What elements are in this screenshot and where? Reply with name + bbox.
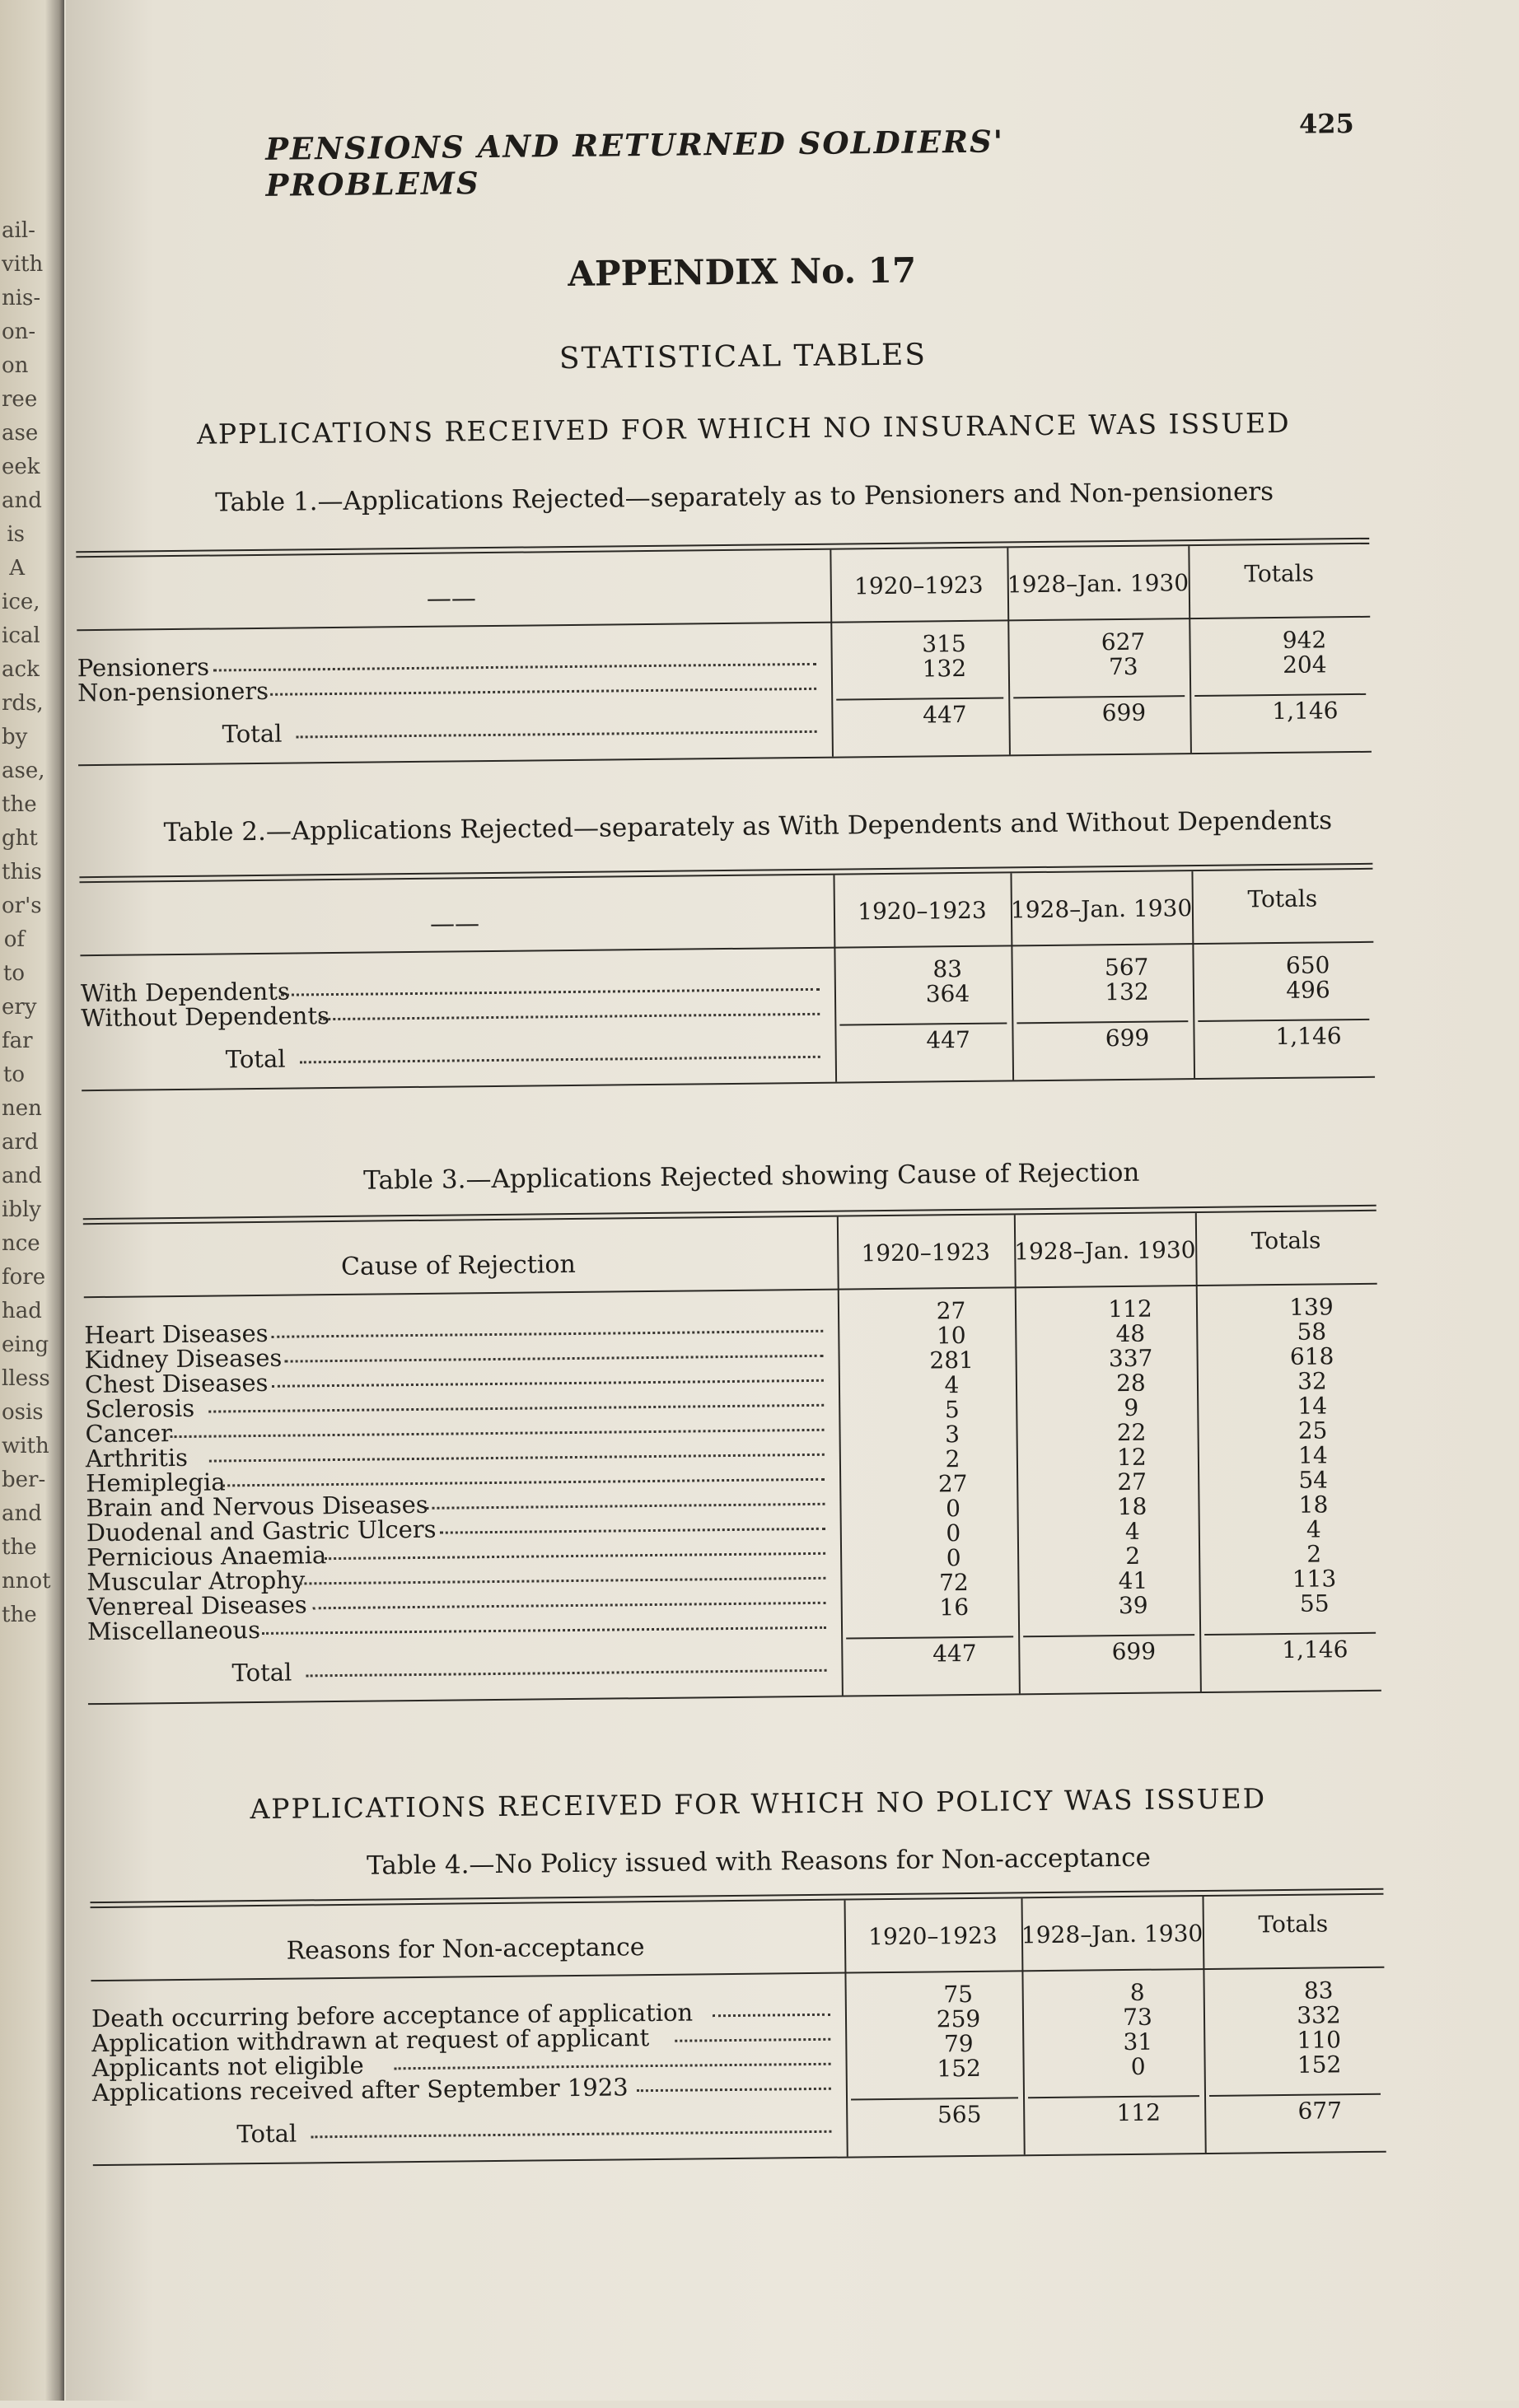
leader-dots	[171, 1429, 825, 1438]
total-value: 447	[923, 700, 967, 729]
cell-value: 4	[944, 1371, 960, 1399]
leader-dots	[297, 730, 817, 739]
margin-fragment: to	[2, 1062, 25, 1087]
leader-dots	[426, 1503, 825, 1510]
table3-caption: Table 3.—Applications Rejected showing Cause of Rejection	[363, 1157, 1140, 1196]
cell-value: 113	[1292, 1565, 1337, 1593]
total-value: 1,146	[1282, 1636, 1348, 1664]
row-label: Kidney Diseases	[84, 1343, 283, 1374]
cell-value: 132	[922, 654, 967, 683]
row-label: Pernicious Anaemia	[86, 1541, 327, 1572]
row-label: Miscellaneous	[86, 1615, 261, 1646]
column-header: 1928–Jan. 1930	[1014, 1236, 1196, 1266]
cell-value: 152	[1297, 2051, 1342, 2079]
margin-fragment: nnot	[2, 1569, 51, 1594]
leader-dots	[306, 1669, 827, 1678]
cell-value: 22	[1116, 1418, 1147, 1447]
margin-fragment: ber-	[2, 1468, 46, 1492]
column-header: 1928–Jan. 1930	[1021, 1920, 1204, 1949]
margin-fragment: vith	[2, 252, 44, 277]
cell-value: 83	[1303, 1976, 1334, 2004]
cell-value: 16	[939, 1593, 970, 1622]
cell-value: 55	[1299, 1589, 1330, 1617]
cell-value: 3	[944, 1421, 960, 1449]
total-value: 447	[932, 1639, 977, 1668]
margin-fragment: rds,	[2, 691, 44, 716]
total-value: 699	[1105, 1024, 1150, 1052]
page-content	[54, 0, 1519, 2408]
leader-dots	[319, 1013, 820, 1020]
cell-value: 12	[1116, 1443, 1147, 1472]
leader-dots	[280, 988, 819, 996]
row-label: Non-pensioners	[77, 676, 269, 707]
leader-dots	[439, 1528, 825, 1534]
row-label: Muscular Atrophy	[86, 1566, 306, 1597]
row-label: Sclerosis	[85, 1393, 195, 1424]
cell-value: 942	[1282, 626, 1327, 654]
cell-value: 204	[1282, 651, 1327, 679]
margin-fragment: the	[2, 1603, 37, 1627]
row-label: Application withdrawn at request of applicant	[91, 2023, 650, 2058]
cell-value: 110	[1297, 2026, 1342, 2054]
table3	[83, 1205, 1381, 1703]
leader-dots	[284, 1355, 823, 1363]
stub-header: ——	[426, 584, 477, 614]
total-value: 1,146	[1272, 697, 1339, 726]
section-heading-no-policy: APPLICATIONS RECEIVED FOR WHICH NO POLICY WAS ISSUED	[250, 1782, 1267, 1826]
cell-value: 496	[1286, 976, 1330, 1004]
margin-fragment: osis	[2, 1400, 44, 1425]
row-label: Without Dependents	[81, 1001, 330, 1033]
row-label: Venɐreal Diseases	[86, 1590, 307, 1622]
margin-fragment: ice,	[2, 590, 40, 614]
leader-dots	[222, 1478, 825, 1487]
row-label: Pensioners	[77, 652, 210, 683]
column-header: 1920–1923	[857, 896, 987, 926]
cell-value: 618	[1289, 1342, 1334, 1370]
table4-caption: Table 4.—No Policy issued with Reasons for Non-acceptance	[366, 1842, 1152, 1881]
margin-fragment: eek	[2, 455, 40, 479]
table-bottom-rule	[93, 2151, 1386, 2166]
page-number: 425	[1298, 107, 1354, 140]
cell-value: 4	[1306, 1515, 1321, 1543]
table1	[76, 538, 1372, 764]
row-label: Arthritis	[85, 1443, 189, 1473]
leader-dots	[272, 1379, 824, 1388]
leader-dots	[208, 1404, 824, 1413]
table-top-double-rule	[79, 863, 1372, 883]
cell-value: 2	[1125, 1542, 1141, 1570]
margin-fragment: on	[2, 353, 29, 378]
leader-dots	[311, 2130, 831, 2139]
cell-value: 58	[1297, 1318, 1327, 1346]
margin-fragment: the	[2, 1535, 37, 1560]
margin-fragment: ack	[2, 657, 40, 682]
appendix-title: APPENDIX No. 17	[568, 250, 917, 294]
table4	[90, 1888, 1386, 2164]
cell-value: 79	[943, 2029, 974, 2058]
cell-value: 27	[936, 1296, 966, 1325]
margin-fragment: ght	[2, 826, 38, 851]
margin-fragment: had	[2, 1299, 42, 1323]
table-top-double-rule	[90, 1888, 1383, 1908]
margin-fragment: ard	[2, 1130, 39, 1155]
margin-fragment: with	[2, 1434, 49, 1458]
margin-fragment: this	[2, 860, 42, 884]
total-value: 447	[926, 1025, 970, 1054]
total-value: 1,146	[1275, 1022, 1342, 1051]
cell-value: 2	[945, 1445, 960, 1473]
cell-value: 27	[1117, 1468, 1147, 1496]
margin-fragment: eing	[2, 1332, 49, 1357]
column-header: Totals	[1247, 884, 1318, 913]
cell-value: 14	[1297, 1392, 1328, 1420]
column-header: 1920–1923	[861, 1238, 991, 1267]
cell-value: 27	[937, 1469, 968, 1498]
margin-fragment: ree	[2, 387, 38, 412]
margin-fragment: on-	[2, 320, 36, 344]
leader-dots	[213, 663, 816, 672]
total-label: Total	[236, 2119, 297, 2149]
margin-fragment: ery	[2, 995, 37, 1020]
cell-value: 4	[1124, 1517, 1140, 1545]
section-heading-no-insurance: APPLICATIONS RECEIVED FOR WHICH NO INSURANCE WAS ISSUED	[196, 406, 1291, 450]
cell-value: 650	[1285, 951, 1330, 979]
row-label: Heart Diseases	[84, 1318, 269, 1350]
row-label: Chest Diseases	[84, 1368, 269, 1399]
cell-value: 315	[922, 629, 966, 658]
table-top-double-rule	[76, 538, 1369, 558]
cell-value: 0	[945, 1495, 961, 1523]
column-header: Totals	[1250, 1226, 1321, 1255]
margin-fragment: ase	[2, 421, 39, 446]
cell-value: 73	[1123, 2003, 1152, 2032]
cell-value: 18	[1117, 1492, 1147, 1521]
leader-dots	[271, 1330, 823, 1338]
margin-fragment: far	[2, 1029, 33, 1053]
margin-fragment: ical	[2, 623, 40, 648]
margin-fragment: by	[2, 725, 28, 749]
leader-dots	[675, 2038, 831, 2042]
leader-dots	[299, 1577, 825, 1585]
margin-fragment: lless	[2, 1366, 50, 1391]
row-label: Death occurring before acceptance of application	[91, 1998, 694, 2033]
column-header: 1928–Jan. 1930	[1010, 894, 1193, 924]
total-value: 699	[1111, 1637, 1157, 1666]
table-top-double-rule	[83, 1205, 1376, 1225]
total-label: Total	[231, 1658, 292, 1687]
cell-value: 39	[1118, 1591, 1148, 1620]
leader-dots	[264, 688, 816, 696]
stub-header: ——	[429, 909, 480, 939]
leader-dots	[394, 2063, 831, 2070]
cell-value: 10	[936, 1321, 966, 1350]
cell-value: 337	[1108, 1344, 1153, 1373]
margin-fragment: nce	[2, 1231, 40, 1256]
leader-dots	[637, 2088, 831, 2092]
margin-fragment: and	[2, 1501, 42, 1526]
table2-caption: Table 2.—Applications Rejected—separately as With Dependents and Without Dependents	[163, 805, 1333, 848]
book-page	[66, 0, 1519, 2401]
cell-value: 139	[1289, 1293, 1334, 1321]
cell-value: 75	[943, 1980, 974, 2009]
total-value: 677	[1297, 2097, 1343, 2125]
cell-value: 567	[1104, 953, 1149, 982]
cell-value: 54	[1298, 1466, 1329, 1494]
margin-fragment: ase,	[2, 758, 45, 783]
row-label: Applications received after September 1923	[91, 2073, 629, 2107]
margin-fragment: fore	[2, 1265, 46, 1290]
row-label: With Dependents	[80, 977, 290, 1008]
margin-fragment: nen	[2, 1096, 42, 1121]
row-label: Duodenal and Gastric Ulcers	[86, 1514, 437, 1547]
stub-header: Cause of Rejection	[340, 1249, 576, 1281]
cell-value: 364	[925, 979, 970, 1008]
cell-value: 9	[1124, 1393, 1139, 1421]
leader-dots	[300, 1056, 820, 1064]
cell-value: 281	[929, 1346, 974, 1374]
stub-header: Reasons for Non-acceptance	[286, 1933, 645, 1966]
cell-value: 32	[1297, 1367, 1327, 1395]
cell-value: 8	[1129, 1978, 1145, 2006]
row-label: Cancer	[85, 1419, 173, 1449]
cell-value: 72	[938, 1568, 969, 1597]
cell-value: 332	[1297, 2001, 1341, 2029]
cell-value: 28	[1115, 1369, 1146, 1398]
column-header: 1920–1923	[868, 1921, 998, 1951]
leader-dots	[262, 1626, 826, 1635]
margin-fragment: to	[2, 961, 25, 986]
margin-fragment: is	[7, 522, 25, 547]
column-header: 1928–Jan. 1930	[1007, 569, 1189, 599]
cell-value: 152	[937, 2054, 982, 2083]
column-header: Totals	[1258, 1910, 1329, 1939]
margin-fragment: A	[9, 556, 25, 581]
leader-dots	[325, 1552, 825, 1560]
margin-fragment: nis-	[2, 286, 41, 310]
cell-value: 132	[1105, 978, 1149, 1006]
total-value: 699	[1101, 698, 1147, 727]
table-bottom-rule	[88, 1690, 1381, 1705]
cell-value: 18	[1298, 1491, 1329, 1519]
total-label: Total	[222, 719, 283, 749]
cell-value: 259	[936, 2004, 981, 2033]
binding-gutter	[0, 0, 64, 2401]
total-label: Total	[225, 1044, 286, 1074]
margin-fragment: and	[2, 488, 42, 513]
table-bottom-rule	[78, 751, 1372, 766]
facing-page-margin-fragments	[2, 214, 51, 1632]
cell-value: 627	[1101, 628, 1146, 656]
table1-caption: Table 1.—Applications Rejected—separately as to Pensioners and Non-pensioners	[215, 477, 1274, 518]
cell-value: 73	[1108, 652, 1138, 681]
table-bottom-rule	[82, 1076, 1375, 1091]
row-label: Applicants not eligible	[91, 2051, 364, 2083]
cell-value: 5	[944, 1396, 960, 1424]
cell-value: 31	[1123, 2028, 1153, 2056]
margin-fragment: ail-	[2, 218, 35, 243]
margin-fragment: of	[3, 927, 25, 952]
cell-value: 83	[932, 955, 963, 983]
margin-fragment: or's	[2, 894, 42, 918]
leader-dots	[713, 2014, 830, 2017]
cell-value: 41	[1118, 1566, 1148, 1595]
margin-fragment: the	[2, 792, 37, 817]
cell-value: 25	[1297, 1416, 1328, 1444]
leader-dots	[312, 1602, 825, 1610]
total-value: 112	[1116, 2098, 1161, 2127]
cell-value: 0	[1130, 2052, 1146, 2080]
cell-value: 112	[1108, 1295, 1152, 1323]
column-header: Totals	[1244, 559, 1315, 588]
row-label: Brain and Nervous Diseases	[86, 1490, 428, 1523]
statistical-tables-title: STATISTICAL TABLES	[559, 338, 928, 376]
cell-value: 0	[946, 1544, 961, 1572]
cell-value: 48	[1115, 1319, 1146, 1348]
cell-value: 2	[1306, 1540, 1322, 1568]
leader-dots	[208, 1454, 824, 1463]
cell-value: 14	[1297, 1441, 1328, 1469]
margin-fragment: ibly	[2, 1197, 41, 1222]
column-header: 1920–1923	[853, 571, 984, 600]
running-head: PENSIONS AND RETURNED SOLDIERS' PROBLEMS	[264, 123, 1005, 203]
row-label: Hemiplegia	[85, 1468, 226, 1498]
table2	[79, 863, 1375, 1090]
total-value: 565	[937, 2100, 982, 2129]
cell-value: 0	[946, 1519, 961, 1547]
margin-fragment: and	[2, 1164, 42, 1188]
